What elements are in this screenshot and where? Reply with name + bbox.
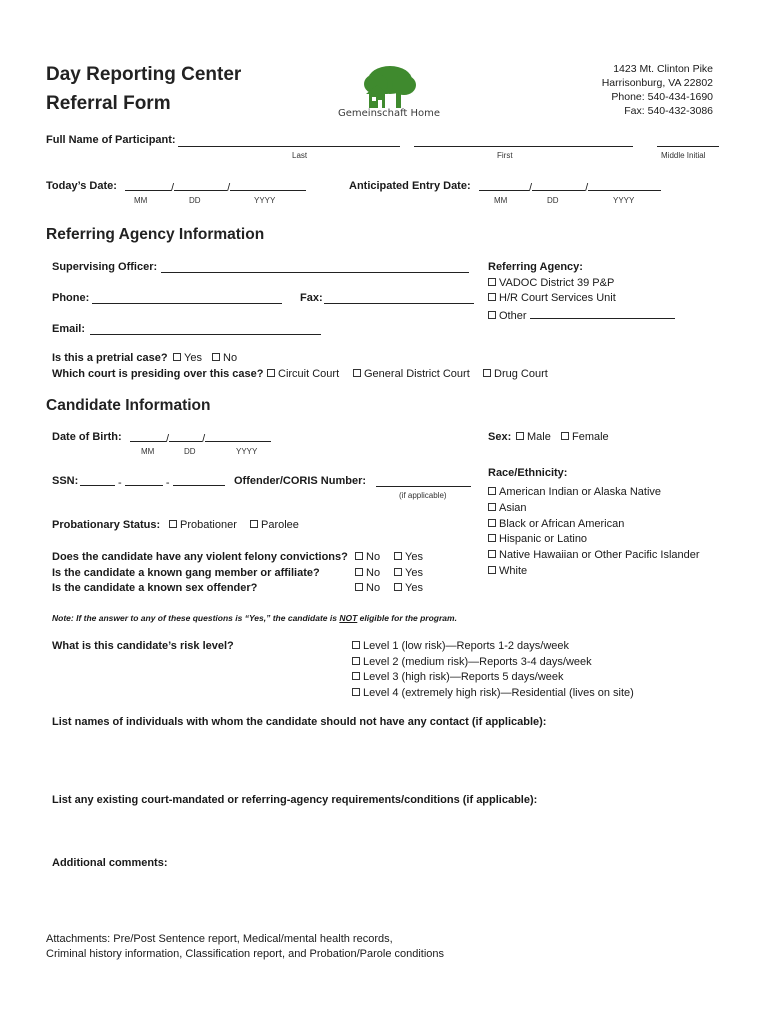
pretrial-yes-option[interactable]: Yes [173,352,202,364]
checkbox-icon[interactable] [352,688,360,696]
organization-logo [336,62,441,122]
risk-level-3-option[interactable]: Level 3 (high risk)—Reports 5 days/week [352,671,564,683]
last-caption: Last [292,151,308,160]
supervising-officer-label: Supervising Officer: [52,261,158,273]
checkbox-icon[interactable] [355,568,363,576]
risk-level-2-option[interactable]: Level 2 (medium risk)—Reports 3-4 days/week [352,656,592,668]
agency-option-hr-court[interactable]: H/R Court Services Unit [488,292,616,304]
sex-offender-no-option[interactable]: No [355,582,380,594]
requirements-field[interactable] [52,810,712,855]
checkbox-icon[interactable] [355,583,363,591]
checkbox-icon[interactable] [353,369,361,377]
checkbox-icon[interactable] [488,566,496,574]
entry-mm-caption: MM [494,196,508,205]
risk-level-question: What is this candidate’s risk level? [52,640,234,652]
sex-label: Sex: [488,431,512,443]
today-mm-caption: MM [134,196,148,205]
attachments-line1: Attachments: Pre/Post Sentence report, Medical/mental health records, [46,933,393,945]
gang-no-option[interactable]: No [355,567,380,579]
additional-comments-field[interactable] [52,873,712,927]
ssn-label: SSN: [52,475,79,487]
logo-wordmark: Gemeinschaft Home [338,108,441,119]
dob-yyyy-caption: YYYY [236,447,258,456]
referring-agency-heading: Referring Agency Information [46,226,265,243]
parolee-option[interactable]: Parolee [250,519,299,531]
checkbox-icon[interactable] [173,353,181,361]
no-contact-field[interactable] [52,732,712,788]
email-field[interactable] [90,324,321,335]
dob-mm-caption: MM [141,447,155,456]
race-option-black[interactable]: Black or African American [488,518,624,530]
checkbox-icon[interactable] [488,534,496,542]
race-option-hispanic[interactable]: Hispanic or Latino [488,533,587,545]
eligibility-note: Note: If the answer to any of these questions is “Yes,” the candidate is NOT eligible for the program. [52,613,457,623]
checkbox-icon[interactable] [516,432,524,440]
address-block [602,62,713,118]
checkbox-icon[interactable] [488,550,496,558]
today-dd-caption: DD [189,196,201,205]
race-label: Race/Ethnicity: [488,467,568,479]
supervising-officer-field[interactable] [161,262,469,273]
additional-comments-label: Additional comments: [52,857,168,869]
fax-field[interactable] [324,293,474,304]
ssn-field[interactable]: - - [80,475,225,489]
house-tree-logo-icon [360,64,420,110]
phone-label: Phone: [52,292,90,304]
email-label: Email: [52,323,86,335]
attachments-line2: Criminal history information, Classification report, and Probation/Parole conditions [46,948,445,960]
risk-level-4-option[interactable]: Level 4 (extremely high risk)—Residential (lives on site) [352,687,634,699]
court-option-drug[interactable]: Drug Court [483,368,548,380]
court-option-circuit[interactable]: Circuit Court [267,368,339,380]
court-question: Which court is presiding over this case? [52,368,264,380]
checkbox-icon[interactable] [483,369,491,377]
address-city: Harrisonburg, VA 22802 [601,77,713,89]
checkbox-icon[interactable] [352,641,360,649]
address-phone: Phone: 540-434-1690 [611,91,713,103]
full-name-label: Full Name of Participant: [46,134,176,146]
checkbox-icon[interactable] [352,657,360,665]
checkbox-icon[interactable] [352,672,360,680]
sex-female-option[interactable]: Female [561,431,609,443]
form-title-line2: Referral Form [46,93,171,114]
violent-yes-option[interactable]: Yes [394,551,423,563]
race-option-american-indian[interactable]: American Indian or Alaska Native [488,486,661,498]
sex-male-option[interactable]: Male [516,431,551,443]
checkbox-icon[interactable] [355,552,363,560]
fax-label: Fax: [300,292,323,304]
violent-no-option[interactable]: No [355,551,380,563]
middle-initial-field[interactable] [657,136,719,147]
race-option-white[interactable]: White [488,565,527,577]
entry-dd-caption: DD [547,196,559,205]
agency-option-vadoc[interactable]: VADOC District 39 P&P [488,277,614,289]
agency-option-other[interactable]: Other [488,308,675,322]
requirements-label: List any existing court-mandated or referring-agency requirements/conditions (if applicable): [52,794,538,806]
checkbox-icon[interactable] [394,552,402,560]
pretrial-question: Is this a pretrial case? [52,352,168,364]
checkbox-icon[interactable] [250,520,258,528]
checkbox-icon[interactable] [561,432,569,440]
phone-field[interactable] [92,293,282,304]
checkbox-icon[interactable] [212,353,220,361]
last-name-field[interactable] [178,136,400,147]
referring-agency-label: Referring Agency: [488,261,583,273]
sex-offender-yes-option[interactable]: Yes [394,582,423,594]
checkbox-icon[interactable] [267,369,275,377]
probationer-option[interactable]: Probationer [169,519,237,531]
if-applicable-caption: (if applicable) [399,491,447,500]
today-yyyy-caption: YYYY [254,196,276,205]
entry-date-label: Anticipated Entry Date: [349,180,471,192]
candidate-info-heading: Candidate Information [46,397,211,414]
race-option-pacific-islander[interactable]: Native Hawaiian or Other Pacific Islander [488,549,700,561]
offender-number-label: Offender/CORIS Number: [234,475,367,487]
dob-field[interactable]: / / [130,431,271,445]
checkbox-icon[interactable] [394,583,402,591]
address-fax: Fax: 540-432-3086 [624,105,713,117]
todays-date-field[interactable]: / / [125,180,306,194]
checkbox-icon[interactable] [488,311,496,319]
first-name-field[interactable] [414,136,633,147]
first-caption: First [497,151,513,160]
checkbox-icon[interactable] [488,519,496,527]
form-title-line1: Day Reporting Center [46,64,242,85]
violent-felony-question: Does the candidate have any violent felony convictions? [52,551,348,563]
offender-number-field[interactable] [376,476,471,487]
no-contact-label: List names of individuals with whom the candidate should not have any contact (if applicable): [52,716,547,728]
checkbox-icon[interactable] [488,503,496,511]
sex-offender-question: Is the candidate a known sex offender? [52,582,258,594]
dob-label: Date of Birth: [52,431,122,443]
checkbox-icon[interactable] [488,487,496,495]
risk-level-1-option[interactable]: Level 1 (low risk)—Reports 1-2 days/week [352,640,569,652]
court-option-general-district[interactable]: General District Court [353,368,470,380]
checkbox-icon[interactable] [169,520,177,528]
pretrial-no-option[interactable]: No [212,352,237,364]
other-agency-field[interactable] [530,308,675,319]
race-option-asian[interactable]: Asian [488,502,527,514]
checkbox-icon[interactable] [488,293,496,301]
entry-yyyy-caption: YYYY [613,196,635,205]
entry-date-field[interactable]: / / [479,180,661,194]
checkbox-icon[interactable] [488,278,496,286]
middle-caption: Middle Initial [661,151,706,160]
todays-date-label: Today’s Date: [46,180,117,192]
dob-dd-caption: DD [184,447,196,456]
address-street: 1423 Mt. Clinton Pike [613,63,713,75]
probationary-status-label: Probationary Status: [52,519,161,531]
checkbox-icon[interactable] [394,568,402,576]
gang-question: Is the candidate a known gang member or affiliate? [52,567,320,579]
gang-yes-option[interactable]: Yes [394,567,423,579]
